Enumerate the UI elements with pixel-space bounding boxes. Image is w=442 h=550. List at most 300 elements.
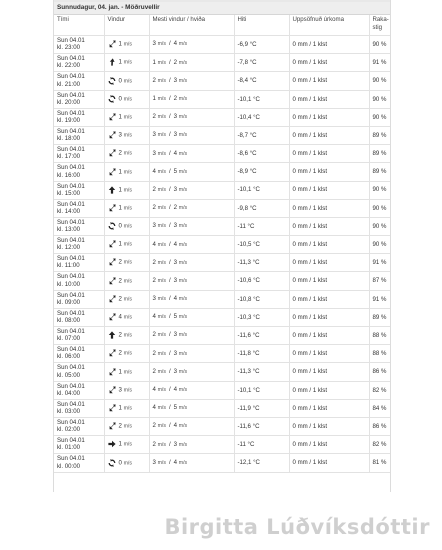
- humidity-cell: 90 %: [369, 90, 390, 108]
- humidity-cell: 89 %: [369, 126, 390, 144]
- precip-cell: 0 mm / 1 klst: [289, 54, 369, 72]
- time-cell: [54, 90, 104, 108]
- gust-cell: 3 m/s / 4 m/s: [149, 145, 234, 163]
- hour-text: kl. 08:00: [57, 317, 81, 325]
- gust-unit: m/s: [178, 405, 188, 412]
- precip-cell: 0 mm / 1 klst: [289, 363, 369, 381]
- max-wind: 3: [152, 222, 156, 230]
- wind-cell: [104, 308, 149, 326]
- time-cell: [54, 363, 104, 381]
- gust-unit: m/s: [178, 332, 188, 339]
- wind-unit: m/s: [123, 41, 132, 48]
- day-text: Sun 04.01: [57, 382, 85, 390]
- wind-unit: m/s: [123, 132, 132, 139]
- humidity-cell: 90 %: [369, 36, 390, 54]
- day-text: Sun 04.01: [57, 200, 85, 208]
- table-row: [54, 454, 390, 472]
- day-text: Sun 04.01: [57, 437, 85, 445]
- precip-cell: 0 mm / 1 klst: [289, 381, 369, 399]
- gust-unit: m/s: [178, 77, 188, 84]
- wind-cell: [104, 363, 149, 381]
- humidity-cell: 89 %: [369, 163, 390, 181]
- temp-cell: -9,8 °C: [234, 199, 289, 217]
- arrow-ne-icon: [108, 258, 116, 266]
- day-text: Sun 04.01: [57, 273, 85, 281]
- precip-cell: 0 mm / 1 klst: [289, 254, 369, 272]
- hour-text: kl. 18:00: [57, 135, 81, 143]
- gust-value: 4: [173, 422, 178, 430]
- arrow-nne-icon: [108, 58, 116, 66]
- calm-icon: [108, 95, 116, 103]
- gust-cell: 3 m/s / 4 m/s: [149, 454, 234, 472]
- wind-cell: [104, 217, 149, 235]
- max-wind-unit: m/s: [157, 96, 166, 103]
- hour-text: kl. 12:00: [57, 244, 81, 252]
- gust-cell: 1 m/s / 2 m/s: [149, 90, 234, 108]
- hour-text: kl. 03:00: [57, 407, 81, 415]
- gust-unit: m/s: [178, 259, 188, 266]
- precip-cell: 0 mm / 1 klst: [289, 236, 369, 254]
- temp-cell: -10,4 °C: [234, 108, 289, 126]
- wind-unit: m/s: [123, 205, 132, 212]
- time-cell: [54, 199, 104, 217]
- wind-cell: [104, 145, 149, 163]
- max-wind-unit: m/s: [157, 59, 166, 66]
- time-cell: [54, 345, 104, 363]
- table-row: [54, 308, 390, 326]
- hour-text: kl. 09:00: [57, 298, 81, 306]
- day-text: Sun 04.01: [57, 55, 85, 63]
- precip-cell: 0 mm / 1 klst: [289, 290, 369, 308]
- table-row: [54, 108, 390, 126]
- gust-value: 4: [173, 240, 178, 248]
- table-row: [54, 72, 390, 90]
- wind-cell: [104, 126, 149, 144]
- wind-unit: m/s: [123, 369, 132, 376]
- arrow-ne-icon: [108, 295, 116, 303]
- col-time-header: Tími: [54, 15, 104, 36]
- max-wind: 2: [152, 422, 156, 430]
- precip-cell: 0 mm / 1 klst: [289, 399, 369, 417]
- time-cell: [54, 290, 104, 308]
- wind-unit: m/s: [123, 96, 132, 103]
- gust-unit: m/s: [178, 223, 188, 230]
- gust-value: 3: [173, 331, 178, 339]
- wind-cell: [104, 436, 149, 454]
- humidity-cell: 89 %: [369, 308, 390, 326]
- max-wind: 1: [152, 58, 156, 66]
- gust-value: 3: [173, 276, 178, 284]
- humidity-cell: 90 %: [369, 108, 390, 126]
- max-wind-unit: m/s: [157, 223, 166, 230]
- day-text: Sun 04.01: [57, 328, 85, 335]
- precip-cell: 0 mm / 1 klst: [289, 327, 369, 345]
- wind-cell: [104, 417, 149, 435]
- max-wind: 4: [152, 167, 156, 175]
- gust-value: 5: [173, 167, 178, 175]
- table-row: [54, 199, 390, 217]
- hour-text: kl. 21:00: [57, 80, 81, 88]
- max-wind: 4: [152, 240, 156, 248]
- col-temp-header: Hiti: [234, 15, 289, 36]
- table-body: [54, 36, 390, 473]
- arrow-ne-icon: [108, 204, 116, 212]
- gust-cell: 2 m/s / 3 m/s: [149, 108, 234, 126]
- time-cell: [54, 54, 104, 72]
- gust-value: 3: [173, 440, 178, 448]
- precip-cell: 0 mm / 1 klst: [289, 436, 369, 454]
- day-text: Sun 04.01: [57, 309, 85, 317]
- calm-icon: [108, 222, 116, 230]
- max-wind-unit: m/s: [157, 41, 166, 48]
- max-wind-unit: m/s: [157, 350, 166, 357]
- gust-unit: m/s: [178, 150, 188, 157]
- gust-cell: 4 m/s / 5 m/s: [149, 399, 234, 417]
- precip-cell: 0 mm / 1 klst: [289, 36, 369, 54]
- day-text: Sun 04.01: [57, 182, 85, 190]
- gust-unit: m/s: [178, 423, 188, 430]
- wind-cell: [104, 36, 149, 54]
- precip-cell: 0 mm / 1 klst: [289, 217, 369, 235]
- max-wind: 3: [152, 458, 156, 466]
- temp-cell: -6,9 °C: [234, 36, 289, 54]
- arrow-n-icon: [108, 331, 116, 339]
- wind-unit: m/s: [123, 59, 132, 66]
- max-wind: 2: [152, 367, 156, 375]
- day-text: Sun 04.01: [57, 109, 85, 117]
- wind-cell: [104, 199, 149, 217]
- wind-cell: [104, 381, 149, 399]
- gust-unit: m/s: [178, 168, 188, 175]
- humidity-cell: 91 %: [369, 290, 390, 308]
- precip-cell: 0 mm / 1 klst: [289, 163, 369, 181]
- gust-value: 5: [173, 404, 178, 412]
- forecast-panel: [53, 0, 391, 492]
- max-wind-unit: m/s: [157, 314, 166, 321]
- wind-speed: 1: [118, 186, 122, 194]
- wind-cell: [104, 454, 149, 472]
- wind-speed: 2: [118, 331, 122, 339]
- time-cell: [54, 163, 104, 181]
- wind-cell: [104, 399, 149, 417]
- gust-unit: m/s: [178, 368, 188, 375]
- wind-speed: 0: [118, 222, 122, 230]
- gust-value: 5: [173, 313, 178, 321]
- humidity-cell: 88 %: [369, 327, 390, 345]
- day-text: Sun 04.01: [57, 291, 85, 299]
- wind-unit: m/s: [123, 278, 132, 285]
- gust-value: 4: [173, 295, 178, 303]
- calm-icon: [108, 77, 116, 85]
- arrow-n-icon: [108, 186, 116, 194]
- hour-text: kl. 06:00: [57, 353, 81, 361]
- gust-unit: m/s: [178, 205, 188, 212]
- temp-cell: -10,1 °C: [234, 181, 289, 199]
- precip-cell: 0 mm / 1 klst: [289, 72, 369, 90]
- gust-unit: m/s: [178, 296, 188, 303]
- max-wind: 4: [152, 386, 156, 394]
- wind-speed: 3: [118, 131, 122, 139]
- gust-value: 3: [173, 367, 178, 375]
- temp-cell: -11,3 °C: [234, 363, 289, 381]
- temp-cell: -11,6 °C: [234, 327, 289, 345]
- max-wind-unit: m/s: [157, 423, 166, 430]
- max-wind: 3: [152, 131, 156, 139]
- gust-unit: m/s: [178, 186, 188, 193]
- time-cell: [54, 308, 104, 326]
- max-wind-unit: m/s: [157, 259, 166, 266]
- gust-unit: m/s: [178, 241, 188, 248]
- arrow-ne-icon: [108, 404, 116, 412]
- max-wind: 3: [152, 295, 156, 303]
- wind-speed: 1: [118, 204, 122, 212]
- max-wind: 2: [152, 76, 156, 84]
- wind-unit: m/s: [123, 296, 132, 303]
- max-wind-unit: m/s: [157, 186, 166, 193]
- table-row: [54, 272, 390, 290]
- arrow-ne-icon: [108, 313, 116, 321]
- hour-text: kl. 05:00: [57, 371, 81, 379]
- wind-speed: 4: [118, 313, 122, 321]
- wind-speed: 1: [118, 404, 122, 412]
- gust-value: 4: [173, 149, 178, 157]
- wind-speed: 2: [118, 149, 122, 157]
- hour-text: kl. 00:00: [57, 462, 81, 470]
- arrow-ne-icon: [108, 149, 116, 157]
- wind-speed: 0: [118, 95, 122, 103]
- forecast-table: [54, 15, 390, 473]
- gust-unit: m/s: [178, 314, 188, 321]
- hour-text: kl. 02:00: [57, 426, 81, 434]
- max-wind: 2: [152, 113, 156, 121]
- wind-speed: 2: [118, 349, 122, 357]
- time-cell: [54, 36, 104, 54]
- precip-cell: 0 mm / 1 klst: [289, 454, 369, 472]
- wind-unit: m/s: [123, 350, 132, 357]
- gust-unit: m/s: [178, 132, 188, 139]
- time-cell: [54, 236, 104, 254]
- gust-value: 3: [173, 222, 178, 230]
- max-wind-unit: m/s: [157, 296, 166, 303]
- gust-cell: 2 m/s / 3 m/s: [149, 181, 234, 199]
- gust-cell: 2 m/s / 3 m/s: [149, 436, 234, 454]
- wind-cell: [104, 327, 149, 345]
- arrow-e-icon: [108, 440, 116, 448]
- max-wind: 4: [152, 313, 156, 321]
- temp-cell: -10,3 °C: [234, 308, 289, 326]
- max-wind-unit: m/s: [157, 77, 166, 84]
- time-cell: [54, 108, 104, 126]
- day-text: Sun 04.01: [57, 37, 85, 44]
- day-text: Sun 04.01: [57, 346, 85, 354]
- wind-cell: [104, 90, 149, 108]
- table-row: [54, 436, 390, 454]
- arrow-ne-icon: [108, 168, 116, 176]
- table-row: [54, 345, 390, 363]
- gust-cell: 4 m/s / 4 m/s: [149, 236, 234, 254]
- humidity-cell: 82 %: [369, 436, 390, 454]
- wind-cell: [104, 345, 149, 363]
- wind-unit: m/s: [123, 241, 132, 248]
- temp-cell: -10,1 °C: [234, 90, 289, 108]
- day-text: Sun 04.01: [57, 237, 85, 245]
- arrow-ne-icon: [108, 131, 116, 139]
- temp-cell: -11,6 °C: [234, 417, 289, 435]
- time-cell: [54, 327, 104, 345]
- table-row: [54, 126, 390, 144]
- temp-cell: -11 °C: [234, 436, 289, 454]
- gust-cell: 2 m/s / 3 m/s: [149, 72, 234, 90]
- temp-cell: -8,6 °C: [234, 145, 289, 163]
- temp-cell: -10,1 °C: [234, 381, 289, 399]
- temp-cell: -10,8 °C: [234, 290, 289, 308]
- wind-speed: 1: [118, 440, 122, 448]
- humidity-cell: 86 %: [369, 417, 390, 435]
- wind-cell: [104, 54, 149, 72]
- gust-unit: m/s: [178, 59, 188, 66]
- table-row: [54, 36, 390, 54]
- time-cell: [54, 181, 104, 199]
- table-row: [54, 217, 390, 235]
- wind-speed: 1: [118, 58, 122, 66]
- wind-unit: m/s: [123, 78, 132, 85]
- table-row: [54, 90, 390, 108]
- hour-text: kl. 01:00: [57, 444, 81, 452]
- gust-cell: 2 m/s / 3 m/s: [149, 345, 234, 363]
- gust-cell: 2 m/s / 3 m/s: [149, 327, 234, 345]
- hour-text: kl. 15:00: [57, 189, 81, 197]
- max-wind: 2: [152, 258, 156, 266]
- max-wind: 2: [152, 349, 156, 357]
- wind-unit: m/s: [123, 460, 132, 467]
- table-row: [54, 236, 390, 254]
- temp-cell: -8,7 °C: [234, 126, 289, 144]
- time-cell: [54, 145, 104, 163]
- max-wind-unit: m/s: [157, 368, 166, 375]
- gust-value: 3: [173, 76, 178, 84]
- max-wind-unit: m/s: [157, 332, 166, 339]
- arrow-ne-icon: [108, 113, 116, 121]
- max-wind: 2: [152, 204, 156, 212]
- wind-unit: m/s: [123, 223, 132, 230]
- humidity-cell: 81 %: [369, 454, 390, 472]
- wind-cell: [104, 181, 149, 199]
- gust-value: 3: [173, 113, 178, 121]
- arrow-ne-icon: [108, 386, 116, 394]
- gust-value: 4: [173, 40, 178, 48]
- humidity-cell: 90 %: [369, 199, 390, 217]
- table-row: [54, 399, 390, 417]
- temp-cell: -11,9 °C: [234, 399, 289, 417]
- humidity-cell: 91 %: [369, 254, 390, 272]
- gust-cell: 2 m/s / 4 m/s: [149, 417, 234, 435]
- humidity-cell: 90 %: [369, 236, 390, 254]
- max-wind-unit: m/s: [157, 114, 166, 121]
- wind-unit: m/s: [123, 441, 132, 448]
- forecast-title: Sunnudagur, 04. jan. - Möðruvellir: [54, 2, 390, 15]
- day-text: Sun 04.01: [57, 73, 85, 81]
- day-text: Sun 04.01: [57, 91, 85, 99]
- table-row: [54, 290, 390, 308]
- time-cell: [54, 399, 104, 417]
- humidity-cell: 90 %: [369, 72, 390, 90]
- gust-unit: m/s: [178, 96, 188, 103]
- gust-value: 4: [173, 458, 178, 466]
- table-row: [54, 363, 390, 381]
- table-row: [54, 54, 390, 72]
- wind-unit: m/s: [123, 187, 132, 194]
- wind-cell: [104, 272, 149, 290]
- day-text: Sun 04.01: [57, 400, 85, 408]
- gust-value: 4: [173, 386, 178, 394]
- max-wind-unit: m/s: [157, 277, 166, 284]
- time-cell: [54, 126, 104, 144]
- wind-speed: 1: [118, 240, 122, 248]
- time-cell: [54, 272, 104, 290]
- wind-speed: 0: [118, 459, 122, 467]
- time-cell: [54, 217, 104, 235]
- wind-cell: [104, 108, 149, 126]
- day-text: Sun 04.01: [57, 218, 85, 226]
- wind-cell: [104, 72, 149, 90]
- calm-icon: [108, 459, 116, 467]
- temp-cell: -10,6 °C: [234, 272, 289, 290]
- precip-cell: 0 mm / 1 klst: [289, 308, 369, 326]
- gust-value: 3: [173, 258, 178, 266]
- wind-speed: 2: [118, 259, 122, 267]
- arrow-ne-icon: [108, 40, 116, 48]
- table-row: [54, 381, 390, 399]
- table-row: [54, 417, 390, 435]
- photographer-watermark: Birgitta Lúðvíksdóttir: [164, 515, 430, 539]
- day-text: Sun 04.01: [57, 364, 85, 372]
- gust-cell: 3 m/s / 3 m/s: [149, 126, 234, 144]
- arrow-ne-icon: [108, 349, 116, 357]
- gust-unit: m/s: [178, 277, 188, 284]
- humidity-cell: 87 %: [369, 272, 390, 290]
- arrow-ne-icon: [108, 368, 116, 376]
- day-text: Sun 04.01: [57, 127, 85, 135]
- precip-cell: 0 mm / 1 klst: [289, 181, 369, 199]
- time-cell: [54, 417, 104, 435]
- wind-speed: 2: [118, 277, 122, 285]
- humidity-cell: 90 %: [369, 181, 390, 199]
- table-row: [54, 145, 390, 163]
- table-row: [54, 163, 390, 181]
- arrow-ne-icon: [108, 277, 116, 285]
- wind-speed: 1: [118, 40, 122, 48]
- humidity-cell: 90 %: [369, 217, 390, 235]
- gust-cell: 2 m/s / 3 m/s: [149, 272, 234, 290]
- max-wind-unit: m/s: [157, 405, 166, 412]
- max-wind: 2: [152, 276, 156, 284]
- hour-text: kl. 13:00: [57, 226, 81, 234]
- precip-cell: 0 mm / 1 klst: [289, 145, 369, 163]
- max-wind-unit: m/s: [157, 150, 166, 157]
- max-wind-unit: m/s: [157, 205, 166, 212]
- temp-cell: -8,9 °C: [234, 163, 289, 181]
- precip-cell: 0 mm / 1 klst: [289, 417, 369, 435]
- time-cell: [54, 72, 104, 90]
- gust-unit: m/s: [178, 441, 188, 448]
- gust-unit: m/s: [178, 41, 188, 48]
- max-wind: 2: [152, 440, 156, 448]
- max-wind: 1: [152, 95, 156, 103]
- hour-text: kl. 16:00: [57, 171, 81, 179]
- hour-text: kl. 14:00: [57, 207, 81, 215]
- gust-cell: 4 m/s / 5 m/s: [149, 163, 234, 181]
- temp-cell: -11 °C: [234, 217, 289, 235]
